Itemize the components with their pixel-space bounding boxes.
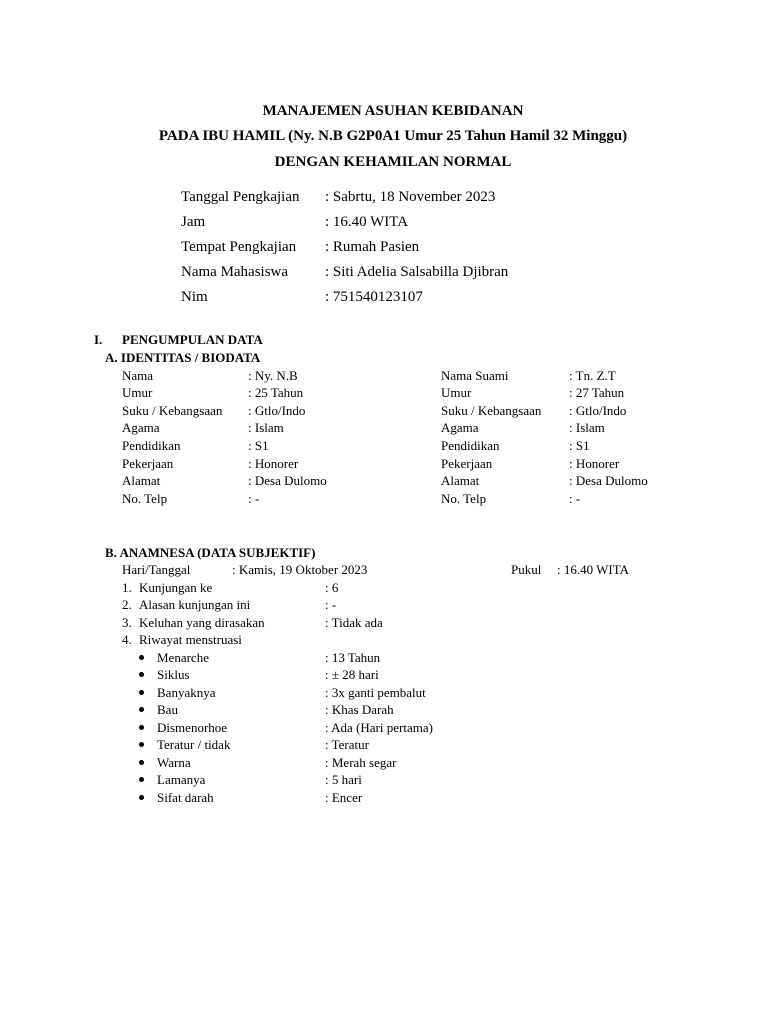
subsection-a-heading: A. IDENTITAS / BIODATA	[105, 350, 261, 365]
meta-value-nim: : 751540123107	[325, 289, 423, 305]
menstruasi-label-bau: Bau	[157, 702, 178, 717]
list-number: 3.	[122, 615, 132, 630]
menstruasi-value-sifat: : Encer	[325, 790, 363, 805]
menstruasi-value-warna: : Merah segar	[325, 755, 397, 770]
bullet-icon	[139, 707, 144, 712]
suami-value-telp: : -	[569, 491, 581, 506]
menstruasi-value-banyaknya: : 3x ganti pembalut	[325, 685, 426, 700]
suami-value-alamat: : Desa Dulomo	[569, 473, 648, 488]
menstruasi-value-lamanya: : 5 hari	[325, 772, 362, 787]
section-number: I.	[94, 332, 103, 347]
suami-label-alamat: Alamat	[441, 473, 480, 488]
ibu-label-pekerjaan: Pekerjaan	[122, 456, 174, 471]
bullet-icon	[139, 725, 144, 730]
subsection-b-heading: B. ANAMNESA (DATA SUBJEKTIF)	[105, 545, 316, 560]
list-number: 2.	[122, 597, 132, 612]
section-heading: PENGUMPULAN DATA	[122, 332, 263, 347]
meta-label-time: Jam	[181, 214, 206, 230]
bullet-icon	[139, 777, 144, 782]
menstruasi-label-menarche: Menarche	[157, 650, 209, 665]
ibu-value-alamat: : Desa Dulomo	[248, 473, 327, 488]
hari-tanggal-value: : Kamis, 19 Oktober 2023	[232, 562, 368, 577]
menstruasi-label-warna: Warna	[157, 755, 191, 770]
menstruasi-label-siklus: Siklus	[157, 667, 190, 682]
menstruasi-value-dismenorhoe: : Ada (Hari pertama)	[325, 720, 433, 735]
list-label-menstruasi: Riwayat menstruasi	[139, 632, 242, 647]
list-value-alasan: : -	[325, 597, 337, 612]
menstruasi-value-teratur: : Teratur	[325, 737, 369, 752]
meta-label-student: Nama Mahasiswa	[181, 264, 289, 280]
list-number: 1.	[122, 580, 132, 595]
menstruasi-value-bau: : Khas Darah	[325, 702, 394, 717]
bullet-icon	[139, 760, 144, 765]
suami-label-umur: Umur	[441, 385, 472, 400]
ibu-value-nama: : Ny. N.B	[248, 368, 298, 383]
ibu-value-telp: : -	[248, 491, 260, 506]
menstruasi-label-dismenorhoe: Dismenorhoe	[157, 720, 228, 735]
menstruasi-label-teratur: Teratur / tidak	[157, 737, 231, 752]
pukul-value: : 16.40 WITA	[557, 562, 630, 577]
meta-value-date: : Sabrtu, 18 November 2023	[325, 189, 496, 205]
menstruasi-label-sifat: Sifat darah	[157, 790, 214, 805]
meta-label-place: Tempat Pengkajian	[181, 239, 297, 255]
list-label-keluhan: Keluhan yang dirasakan	[139, 615, 265, 630]
suami-label-agama: Agama	[441, 420, 479, 435]
ibu-value-umur: : 25 Tahun	[248, 385, 304, 400]
pukul-label: Pukul	[511, 562, 542, 577]
ibu-label-alamat: Alamat	[122, 473, 161, 488]
list-value-keluhan: : Tidak ada	[325, 615, 383, 630]
title-line-3: DENGAN KEHAMILAN NORMAL	[274, 154, 512, 170]
suami-value-pendidikan: : S1	[569, 438, 590, 453]
menstruasi-label-lamanya: Lamanya	[157, 772, 206, 787]
suami-value-pekerjaan: : Honorer	[569, 456, 620, 471]
meta-label-date: Tanggal Pengkajian	[181, 189, 300, 205]
suami-value-nama: : Tn. Z.T	[569, 368, 616, 383]
suami-label-nama: Nama Suami	[441, 368, 509, 383]
ibu-value-suku: : Gtlo/Indo	[248, 403, 306, 418]
ibu-value-agama: : Islam	[248, 420, 284, 435]
suami-label-pekerjaan: Pekerjaan	[441, 456, 493, 471]
ibu-label-suku: Suku / Kebangsaan	[122, 403, 223, 418]
ibu-value-pekerjaan: : Honorer	[248, 456, 299, 471]
ibu-label-telp: No. Telp	[122, 491, 168, 506]
list-label-kunjungan: Kunjungan ke	[139, 580, 213, 595]
meta-value-time: : 16.40 WITA	[325, 214, 409, 230]
title-line-1: MANAJEMEN ASUHAN KEBIDANAN	[262, 103, 524, 119]
bullet-icon	[139, 655, 144, 660]
menstruasi-value-menarche: : 13 Tahun	[325, 650, 381, 665]
meta-value-student: : Siti Adelia Salsabilla Djibran	[325, 264, 509, 280]
ibu-value-pendidikan: : S1	[248, 438, 269, 453]
suami-label-suku: Suku / Kebangsaan	[441, 403, 542, 418]
list-value-kunjungan: : 6	[325, 580, 339, 595]
bullet-icon	[139, 742, 144, 747]
suami-label-telp: No. Telp	[441, 491, 487, 506]
ibu-label-agama: Agama	[122, 420, 160, 435]
suami-value-agama: : Islam	[569, 420, 605, 435]
ibu-label-nama: Nama	[122, 368, 154, 383]
suami-value-umur: : 27 Tahun	[569, 385, 625, 400]
hari-tanggal-label: Hari/Tanggal	[122, 562, 191, 577]
list-number: 4.	[122, 632, 132, 647]
title-line-2: PADA IBU HAMIL (Ny. N.B G2P0A1 Umur 25 Tahun Hamil 32 Minggu)	[158, 128, 628, 144]
suami-label-pendidikan: Pendidikan	[441, 438, 500, 453]
bullet-icon	[139, 795, 144, 800]
bullet-icon	[139, 672, 144, 677]
menstruasi-value-siklus: : ± 28 hari	[325, 667, 379, 682]
ibu-label-umur: Umur	[122, 385, 153, 400]
list-label-alasan: Alasan kunjungan ini	[139, 597, 251, 612]
meta-value-place: : Rumah Pasien	[325, 239, 420, 255]
meta-label-nim: Nim	[181, 289, 208, 305]
bullet-icon	[139, 690, 144, 695]
ibu-label-pendidikan: Pendidikan	[122, 438, 181, 453]
suami-value-suku: : Gtlo/Indo	[569, 403, 627, 418]
menstruasi-label-banyaknya: Banyaknya	[157, 685, 216, 700]
